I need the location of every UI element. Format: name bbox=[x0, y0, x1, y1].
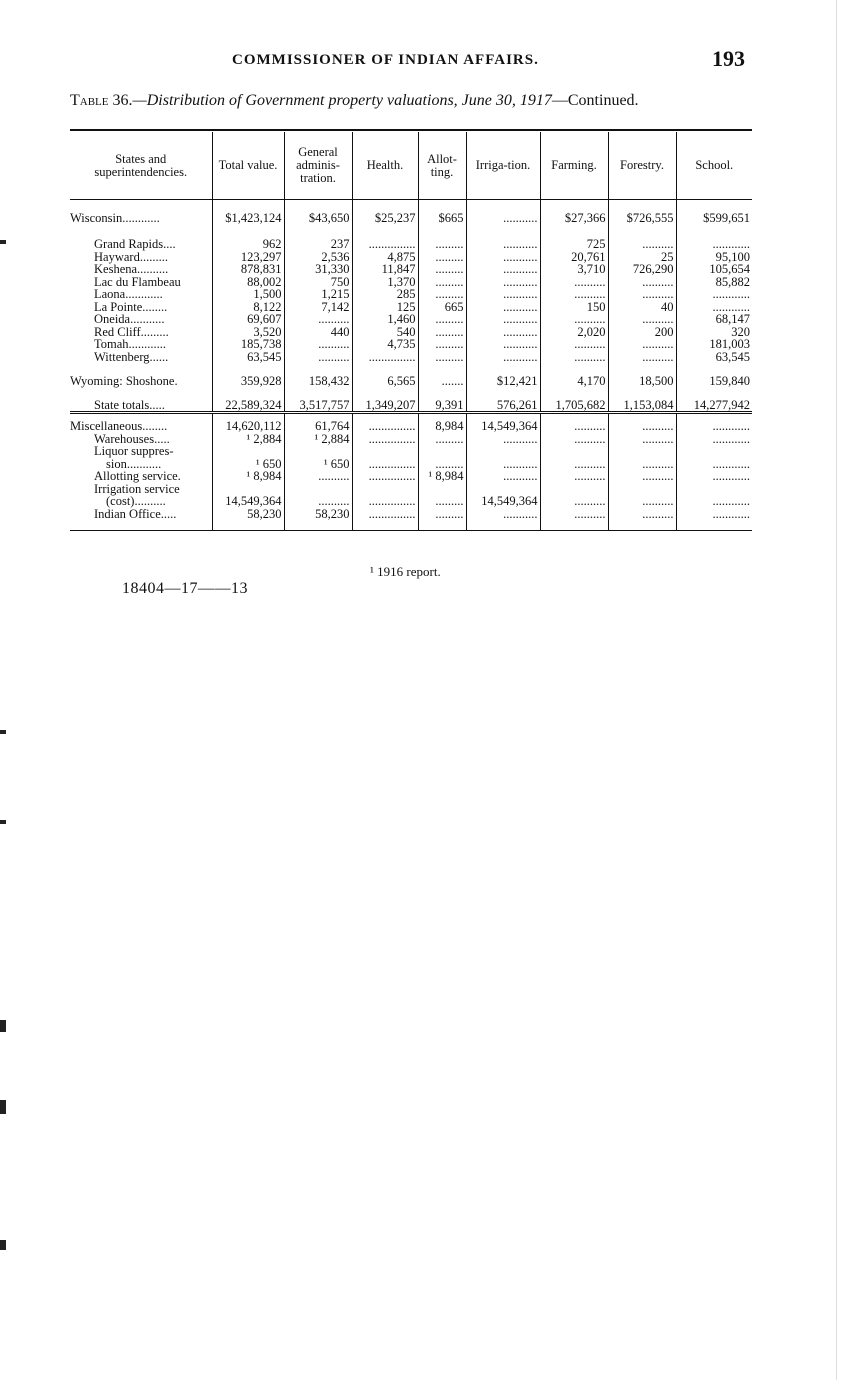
value-cell-forestry: .......... bbox=[608, 276, 676, 289]
table-caption bbox=[70, 92, 755, 110]
spacer-cell bbox=[284, 387, 352, 397]
row-label: Red Cliff......... bbox=[94, 324, 169, 339]
value-cell-health: ............... bbox=[352, 508, 418, 521]
value-cell-forestry: .......... bbox=[608, 288, 676, 301]
value-cell-general: 237 bbox=[284, 238, 352, 251]
value-cell-school: 95,100 bbox=[676, 251, 752, 264]
value-cell-school: ............ bbox=[676, 508, 752, 521]
value-cell-forestry: .......... bbox=[608, 458, 676, 471]
value-cell-school: ............ bbox=[676, 238, 752, 251]
value-cell-general: 31,330 bbox=[284, 263, 352, 276]
value-cell-health: 540 bbox=[352, 326, 418, 339]
value-cell-allotting: ......... bbox=[418, 338, 466, 351]
value-cell-total: 58,230 bbox=[212, 508, 284, 521]
value-cell-irrigation: ........... bbox=[466, 238, 540, 251]
value-cell-school: ............ bbox=[676, 420, 752, 433]
value-cell-forestry: .......... bbox=[608, 508, 676, 521]
value-cell-total bbox=[212, 445, 284, 458]
value-cell-forestry: 40 bbox=[608, 301, 676, 314]
value-cell-general: .......... bbox=[284, 495, 352, 508]
value-cell-forestry: .......... bbox=[608, 313, 676, 326]
spacer-cell bbox=[418, 387, 466, 397]
spacer-cell bbox=[676, 363, 752, 373]
value-cell-total: 69,607 bbox=[212, 313, 284, 326]
spacer-cell bbox=[352, 363, 418, 373]
spacer-cell bbox=[284, 224, 352, 238]
value-cell-health: 1,370 bbox=[352, 276, 418, 289]
spacer-cell bbox=[540, 200, 608, 211]
value-cell-school: 85,882 bbox=[676, 276, 752, 289]
value-cell-allotting: ......... bbox=[418, 458, 466, 471]
row-label: Tomah............ bbox=[94, 337, 167, 351]
value-cell-health: 4,735 bbox=[352, 338, 418, 351]
row-label: Liquor suppres- bbox=[94, 444, 174, 458]
spacer-cell bbox=[540, 387, 608, 397]
column-header: Allot-ting. bbox=[418, 132, 466, 200]
value-cell-farming bbox=[540, 445, 608, 458]
value-cell-school: 68,147 bbox=[676, 313, 752, 326]
value-cell-farming: .......... bbox=[540, 420, 608, 433]
value-cell-farming: 2,020 bbox=[540, 326, 608, 339]
table-title: —Distribution of Government property valuations, June 30, 1917 bbox=[132, 92, 552, 109]
value-cell-general: $43,650 bbox=[284, 210, 352, 224]
value-cell-irrigation: ........... bbox=[466, 263, 540, 276]
table-spacer-row bbox=[70, 520, 752, 531]
spacer-cell bbox=[352, 387, 418, 397]
table-header-row bbox=[70, 132, 752, 200]
value-cell-forestry: 726,290 bbox=[608, 263, 676, 276]
row-label: Wittenberg...... bbox=[94, 349, 169, 364]
value-cell-farming: 150 bbox=[540, 301, 608, 314]
value-cell-school: ............ bbox=[676, 458, 752, 471]
value-cell-forestry: .......... bbox=[608, 433, 676, 446]
row-label: Irrigation service bbox=[94, 481, 180, 496]
value-cell-farming: .......... bbox=[540, 470, 608, 483]
value-cell-farming: 20,761 bbox=[540, 251, 608, 264]
value-cell-forestry: .......... bbox=[608, 420, 676, 433]
column-header: General adminis-tration. bbox=[284, 132, 352, 200]
spacer-cell bbox=[284, 200, 352, 211]
spacer-cell bbox=[466, 520, 540, 531]
value-cell-farming: .......... bbox=[540, 338, 608, 351]
spacer-cell bbox=[676, 387, 752, 397]
row-label: La Pointe........ bbox=[94, 299, 168, 314]
spacer-cell bbox=[608, 520, 676, 531]
value-cell-farming: .......... bbox=[540, 495, 608, 508]
table-row bbox=[70, 420, 752, 433]
value-cell-irrigation: ........... bbox=[466, 351, 540, 364]
value-cell-irrigation: ........... bbox=[466, 470, 540, 483]
table-label: Table 36. bbox=[70, 92, 133, 109]
value-cell-forestry: 1,153,084 bbox=[608, 397, 676, 413]
spacer-cell bbox=[70, 224, 212, 238]
value-cell-school: ............ bbox=[676, 470, 752, 483]
table-spacer-row bbox=[70, 200, 752, 211]
value-cell-general: ¹ 2,884 bbox=[284, 433, 352, 446]
value-cell-allotting: ¹ 8,984 bbox=[418, 470, 466, 483]
value-cell-irrigation: ........... bbox=[466, 433, 540, 446]
spacer-cell bbox=[608, 387, 676, 397]
value-cell-farming: 4,170 bbox=[540, 373, 608, 387]
table-spacer-row bbox=[70, 363, 752, 373]
value-cell-total: 185,738 bbox=[212, 338, 284, 351]
spacer-cell bbox=[608, 200, 676, 211]
column-header: States and superintendencies. bbox=[70, 132, 212, 200]
value-cell-general: 440 bbox=[284, 326, 352, 339]
value-cell-general: 2,536 bbox=[284, 251, 352, 264]
value-cell-health: ............... bbox=[352, 470, 418, 483]
spacer-cell bbox=[418, 200, 466, 211]
table-row bbox=[70, 445, 752, 458]
row-label: (cost).......... bbox=[106, 494, 166, 508]
value-cell-irrigation: ........... bbox=[466, 251, 540, 264]
value-cell-farming: .......... bbox=[540, 351, 608, 364]
row-label: Laona............ bbox=[94, 287, 163, 301]
value-cell-total: ¹ 8,984 bbox=[212, 470, 284, 483]
value-cell-total: 962 bbox=[212, 238, 284, 251]
value-cell-general: ¹ 650 bbox=[284, 458, 352, 471]
value-cell-total: $1,423,124 bbox=[212, 210, 284, 224]
value-cell-health: ............... bbox=[352, 433, 418, 446]
column-header: Irriga-tion. bbox=[466, 132, 540, 200]
table-row bbox=[70, 351, 752, 364]
value-cell-irrigation: ........... bbox=[466, 313, 540, 326]
value-cell-allotting: ......... bbox=[418, 495, 466, 508]
value-cell-health: ............... bbox=[352, 458, 418, 471]
value-cell-irrigation: $12,421 bbox=[466, 373, 540, 387]
value-cell-irrigation bbox=[466, 445, 540, 458]
value-cell-general: .......... bbox=[284, 313, 352, 326]
value-cell-total: 3,520 bbox=[212, 326, 284, 339]
value-cell-health: 285 bbox=[352, 288, 418, 301]
printer-signature: 18404—17——13 bbox=[122, 580, 248, 597]
spacer-cell bbox=[676, 200, 752, 211]
value-cell-allotting: ......... bbox=[418, 313, 466, 326]
spacer-cell bbox=[418, 224, 466, 238]
value-cell-forestry: .......... bbox=[608, 338, 676, 351]
row-label: Keshena.......... bbox=[94, 262, 169, 276]
value-cell-forestry: 18,500 bbox=[608, 373, 676, 387]
row-label: State totals..... bbox=[70, 397, 212, 413]
row-label: Allotting service. bbox=[94, 469, 181, 483]
spacer-cell bbox=[284, 363, 352, 373]
value-cell-total: 88,002 bbox=[212, 276, 284, 289]
row-label: Oneida........... bbox=[94, 312, 165, 326]
value-cell-health: ............... bbox=[352, 238, 418, 251]
row-label: Lac du Flambeau bbox=[94, 274, 181, 289]
value-cell-irrigation: ........... bbox=[466, 301, 540, 314]
value-cell-farming: .......... bbox=[540, 458, 608, 471]
value-cell-total: 359,928 bbox=[212, 373, 284, 387]
row-label: Wisconsin............ bbox=[70, 210, 160, 225]
table-spacer-row bbox=[70, 387, 752, 397]
value-cell-total: ¹ 650 bbox=[212, 458, 284, 471]
value-cell-allotting: 665 bbox=[418, 301, 466, 314]
value-cell-irrigation: 14,549,364 bbox=[466, 420, 540, 433]
value-cell-health: $25,237 bbox=[352, 210, 418, 224]
spacer-cell bbox=[70, 363, 212, 373]
spacer-cell bbox=[70, 200, 212, 211]
table-row bbox=[70, 263, 752, 276]
valuation-table bbox=[70, 132, 752, 531]
value-cell-general: .......... bbox=[284, 470, 352, 483]
value-cell-total: 123,297 bbox=[212, 251, 284, 264]
value-cell-school: ............ bbox=[676, 433, 752, 446]
value-cell-school: 14,277,942 bbox=[676, 397, 752, 413]
value-cell-health: ............... bbox=[352, 351, 418, 364]
value-cell-health: 11,847 bbox=[352, 263, 418, 276]
spacer-cell bbox=[418, 363, 466, 373]
value-cell-general: 7,142 bbox=[284, 301, 352, 314]
table-row bbox=[70, 508, 752, 521]
value-cell-irrigation: ........... bbox=[466, 210, 540, 224]
table-row bbox=[70, 210, 752, 224]
spacer-cell bbox=[352, 200, 418, 211]
value-cell-health: 125 bbox=[352, 301, 418, 314]
value-cell-health: 4,875 bbox=[352, 251, 418, 264]
spacer-cell bbox=[466, 224, 540, 238]
value-cell-health: 1,349,207 bbox=[352, 397, 418, 413]
value-cell-irrigation: ........... bbox=[466, 326, 540, 339]
value-cell-allotting: ......... bbox=[418, 288, 466, 301]
value-cell-health bbox=[352, 445, 418, 458]
value-cell-forestry bbox=[608, 445, 676, 458]
page-number: 193 bbox=[712, 46, 745, 71]
table-top-rule bbox=[70, 129, 752, 131]
value-cell-health: ............... bbox=[352, 495, 418, 508]
row-label: Miscellaneous........ bbox=[70, 419, 168, 433]
spacer-cell bbox=[540, 224, 608, 238]
row-label: Hayward......... bbox=[94, 249, 168, 264]
spacer-cell bbox=[540, 363, 608, 373]
value-cell-health: ............... bbox=[352, 420, 418, 433]
value-cell-forestry: .......... bbox=[608, 470, 676, 483]
value-cell-total: 22,589,324 bbox=[212, 397, 284, 413]
spacer-cell bbox=[284, 520, 352, 531]
table-row bbox=[70, 338, 752, 351]
value-cell-irrigation: ........... bbox=[466, 288, 540, 301]
value-cell-irrigation: 14,549,364 bbox=[466, 495, 540, 508]
spacer-cell bbox=[466, 363, 540, 373]
spacer-cell bbox=[540, 520, 608, 531]
value-cell-general: 1,215 bbox=[284, 288, 352, 301]
value-cell-school: 159,840 bbox=[676, 373, 752, 387]
column-header: Forestry. bbox=[608, 132, 676, 200]
value-cell-total: 63,545 bbox=[212, 351, 284, 364]
column-header: Total value. bbox=[212, 132, 284, 200]
running-head: COMMISSIONER OF INDIAN AFFAIRS. bbox=[232, 52, 539, 68]
value-cell-allotting: 9,391 bbox=[418, 397, 466, 413]
value-cell-school: ............ bbox=[676, 495, 752, 508]
value-cell-allotting bbox=[418, 445, 466, 458]
value-cell-irrigation: ........... bbox=[466, 508, 540, 521]
value-cell-farming: .......... bbox=[540, 276, 608, 289]
value-cell-allotting: 8,984 bbox=[418, 420, 466, 433]
value-cell-forestry: 200 bbox=[608, 326, 676, 339]
value-cell-forestry: 25 bbox=[608, 251, 676, 264]
value-cell-general: .......... bbox=[284, 338, 352, 351]
value-cell-allotting: $665 bbox=[418, 210, 466, 224]
value-cell-school: 63,545 bbox=[676, 351, 752, 364]
value-cell-forestry: .......... bbox=[608, 238, 676, 251]
value-cell-farming: .......... bbox=[540, 508, 608, 521]
value-cell-allotting: ......... bbox=[418, 251, 466, 264]
value-cell-school: 181,003 bbox=[676, 338, 752, 351]
spacer-cell bbox=[70, 520, 212, 531]
value-cell-total: 14,549,364 bbox=[212, 495, 284, 508]
value-cell-general: 61,764 bbox=[284, 420, 352, 433]
value-cell-allotting: ......... bbox=[418, 508, 466, 521]
value-cell-irrigation: ........... bbox=[466, 276, 540, 289]
value-cell-farming: .......... bbox=[540, 313, 608, 326]
value-cell-total: 8,122 bbox=[212, 301, 284, 314]
column-header: Farming. bbox=[540, 132, 608, 200]
value-cell-forestry: $726,555 bbox=[608, 210, 676, 224]
value-cell-allotting: ....... bbox=[418, 373, 466, 387]
table-row bbox=[70, 313, 752, 326]
value-cell-allotting: ......... bbox=[418, 351, 466, 364]
table-row bbox=[70, 495, 752, 508]
value-cell-total: 878,831 bbox=[212, 263, 284, 276]
value-cell-allotting: ......... bbox=[418, 263, 466, 276]
value-cell-forestry: .......... bbox=[608, 495, 676, 508]
spacer-cell bbox=[676, 520, 752, 531]
value-cell-allotting: ......... bbox=[418, 433, 466, 446]
value-cell-farming: .......... bbox=[540, 433, 608, 446]
value-cell-farming: 1,705,682 bbox=[540, 397, 608, 413]
spacer-cell bbox=[212, 363, 284, 373]
value-cell-general: .......... bbox=[284, 351, 352, 364]
spacer-cell bbox=[608, 224, 676, 238]
footnote: ¹ 1916 report. bbox=[370, 564, 441, 579]
row-label: sion........... bbox=[106, 456, 162, 471]
value-cell-school: ............ bbox=[676, 301, 752, 314]
value-cell-allotting: ......... bbox=[418, 238, 466, 251]
column-header: School. bbox=[676, 132, 752, 200]
spacer-cell bbox=[70, 387, 212, 397]
value-cell-school: 320 bbox=[676, 326, 752, 339]
table-row bbox=[70, 397, 752, 413]
table-row bbox=[70, 238, 752, 251]
value-cell-school bbox=[676, 445, 752, 458]
value-cell-general: 750 bbox=[284, 276, 352, 289]
value-cell-allotting: ......... bbox=[418, 276, 466, 289]
value-cell-school: $599,651 bbox=[676, 210, 752, 224]
spacer-cell bbox=[352, 224, 418, 238]
value-cell-general: 58,230 bbox=[284, 508, 352, 521]
value-cell-allotting: ......... bbox=[418, 326, 466, 339]
value-cell-irrigation: ........... bbox=[466, 338, 540, 351]
value-cell-irrigation: ........... bbox=[466, 458, 540, 471]
value-cell-school: ............ bbox=[676, 288, 752, 301]
spacer-cell bbox=[212, 200, 284, 211]
value-cell-farming: .......... bbox=[540, 288, 608, 301]
value-cell-school: 105,654 bbox=[676, 263, 752, 276]
spacer-cell bbox=[676, 224, 752, 238]
value-cell-health: 6,565 bbox=[352, 373, 418, 387]
value-cell-total: 14,620,112 bbox=[212, 420, 284, 433]
column-header: Health. bbox=[352, 132, 418, 200]
table-spacer-row bbox=[70, 224, 752, 238]
value-cell-total: 1,500 bbox=[212, 288, 284, 301]
value-cell-irrigation: 576,261 bbox=[466, 397, 540, 413]
page-edge-right bbox=[836, 0, 837, 1380]
value-cell-health: 1,460 bbox=[352, 313, 418, 326]
spacer-cell bbox=[418, 520, 466, 531]
spacer-cell bbox=[212, 387, 284, 397]
table-row bbox=[70, 373, 752, 387]
table-continued: —Continued. bbox=[551, 92, 639, 109]
spacer-cell bbox=[466, 387, 540, 397]
table-row bbox=[70, 288, 752, 301]
value-cell-farming: 725 bbox=[540, 238, 608, 251]
value-cell-farming: 3,710 bbox=[540, 263, 608, 276]
row-label: Warehouses..... bbox=[94, 431, 170, 446]
value-cell-general: 3,517,757 bbox=[284, 397, 352, 413]
spacer-cell bbox=[466, 200, 540, 211]
spacer-cell bbox=[352, 520, 418, 531]
spacer-cell bbox=[212, 520, 284, 531]
value-cell-total: ¹ 2,884 bbox=[212, 433, 284, 446]
row-label: Wyoming: Shoshone. bbox=[70, 373, 178, 388]
page-edge-binding bbox=[0, 0, 14, 1380]
row-label: Grand Rapids.... bbox=[94, 237, 176, 251]
value-cell-general: 158,432 bbox=[284, 373, 352, 387]
value-cell-forestry: .......... bbox=[608, 351, 676, 364]
value-cell-general bbox=[284, 445, 352, 458]
value-cell-farming: $27,366 bbox=[540, 210, 608, 224]
spacer-cell bbox=[608, 363, 676, 373]
table-row bbox=[70, 470, 752, 483]
row-label: Indian Office..... bbox=[94, 506, 177, 521]
spacer-cell bbox=[212, 224, 284, 238]
